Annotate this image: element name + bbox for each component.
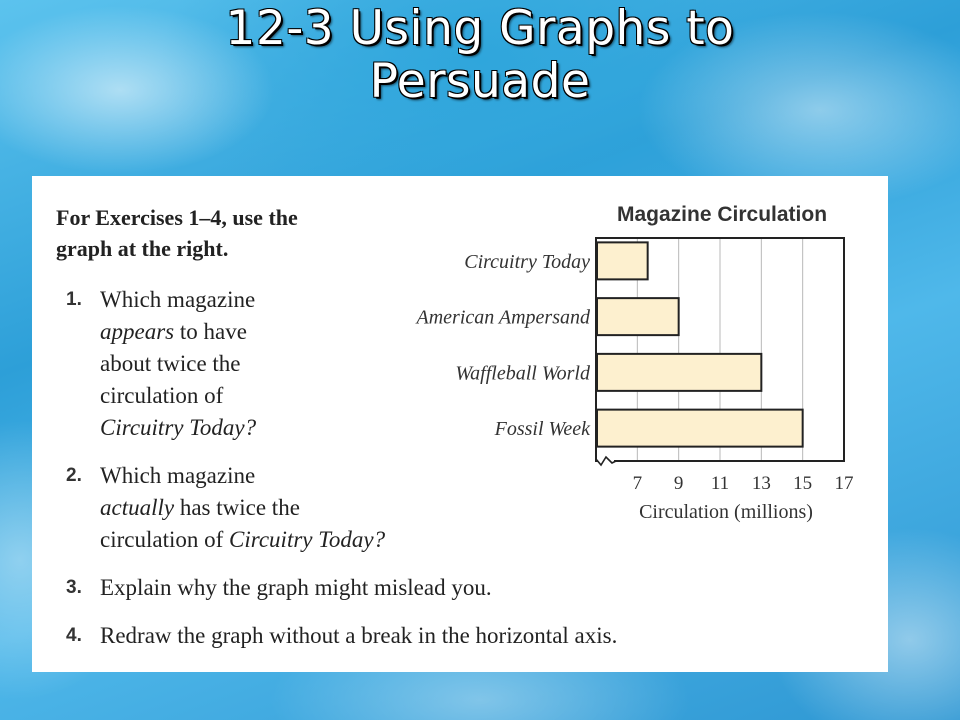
bar [597, 242, 648, 279]
exercise-line: Which magazine [100, 463, 256, 488]
exercise-line: Redraw the graph without a break in the horizontal axis. [100, 623, 618, 648]
tick-label: 11 [710, 473, 730, 494]
exercise-number: 2. [66, 465, 82, 486]
exercise-line: about twice the [100, 351, 241, 376]
slide-title-line-2: Persuade [369, 54, 591, 109]
exercise-line: Circuitry Today? [100, 415, 257, 440]
tick-label: 7 [632, 473, 643, 494]
exercise-number: 4. [66, 625, 82, 646]
slide-title-line-1: 12-3 Using Graphs to [225, 1, 735, 56]
exercise-number: 3. [66, 577, 82, 598]
exercise-number: 1. [66, 289, 82, 310]
category-label: Waffleball World [455, 362, 590, 385]
instructions-line-1: For Exercises 1–4, use the [56, 205, 298, 230]
x-axis-label: Circulation (millions) [639, 501, 813, 523]
category-label: Fossil Week [494, 418, 590, 441]
bar [597, 298, 679, 335]
bar [597, 354, 761, 391]
magazine-circulation-chart [32, 176, 888, 672]
slide-title [0, 2, 960, 108]
exercise-line: appears to have [100, 319, 247, 344]
tick-label: 9 [673, 473, 684, 494]
tick-label: 13 [751, 473, 771, 494]
tick-label: 17 [834, 473, 854, 494]
exercise-line: Explain why the graph might mislead you. [100, 575, 492, 600]
tick-label: 15 [793, 473, 813, 494]
exercise-line: actually has twice the [100, 495, 300, 520]
category-label: Circuitry Today [464, 250, 590, 273]
exercise-line: circulation of [100, 383, 224, 408]
bar [597, 410, 803, 447]
category-label: American Ampersand [416, 306, 590, 329]
textbook-excerpt [32, 176, 888, 672]
exercise-line: Which magazine [100, 287, 256, 312]
instructions-line-2: graph at the right. [56, 236, 229, 261]
chart-title: Magazine Circulation [616, 203, 828, 226]
exercise-line: circulation of Circuitry Today? [100, 527, 386, 552]
